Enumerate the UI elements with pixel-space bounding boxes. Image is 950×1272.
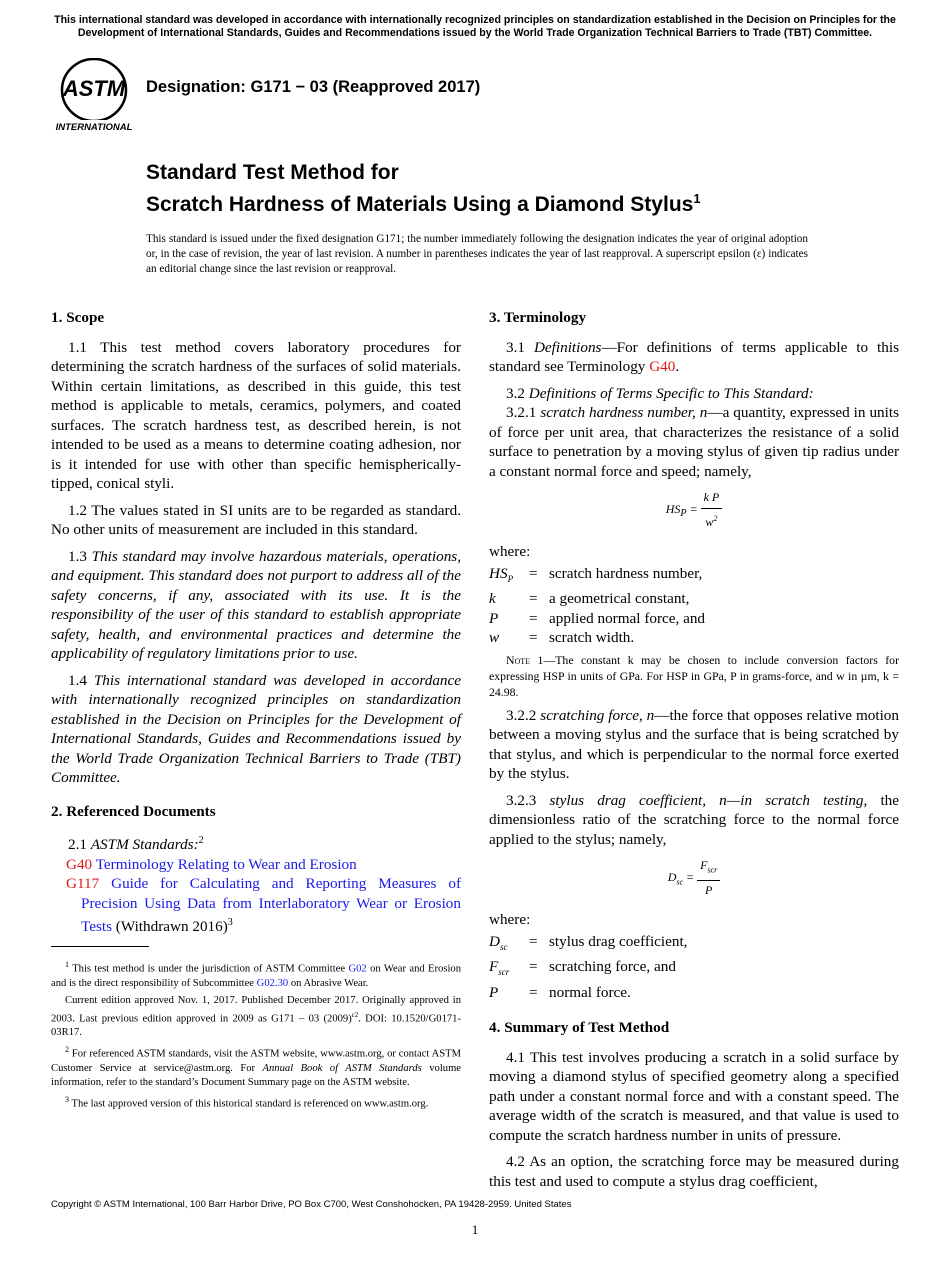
designation: Designation: G171 − 03 (Reapproved 2017)	[146, 78, 481, 96]
note-1: Note 1—The constant k may be chosen to include conversion factors for expressing HSP in units of GPa. For HSP in GPa, P in grams-force, and w in µm, k = 24.98.	[489, 652, 899, 699]
para-1-1: 1.1 This test method covers laboratory procedures for determining the scratch hardness of the surfaces of solid materials. Within certain limitations, as described in this guide, this test method is applicable to metals, ceramics, polymers, and coated surfaces. The scratch hardness test, as described herein, is not intended to be used as a means to determine coating adhesion, nor is it intended for use with other than specific hemispherically-tipped, conical styli.	[51, 338, 461, 492]
reference-g40[interactable]	[51, 855, 461, 875]
footnote-2: $^2$ For referenced ASTM standards, visit the ASTM website, www.astm.org, or contact ASTM Customer Service at service@astm.org. For Annual Book of ASTM Standards volume information, refer to the standard’s Document Summary page on the ASTM website.	[51, 1045, 462, 1088]
ref-g117-title[interactable]: Guide for Calculating and Reporting Measures of Precision Using Data from Interlaboratory Wear or Erosion Tests	[81, 875, 461, 936]
variable-row	[489, 564, 899, 590]
footnote-3: $^3$ The last approved version of this historical standard is referenced on www.astm.org.	[65, 1094, 429, 1110]
section-4-heading: 4. Summary of Test Method	[489, 1019, 670, 1037]
footnote-edition: Current edition approved Nov. 1, 2017. Published December 2017. Originally approved in 2003. Last previous edition approved in 2009 as G171 – 03 $(2009)^{\varepsilon 2}$. DOI: 10.1520/G0171-03R17.	[51, 994, 461, 1039]
svg-text:ASTM: ASTM	[62, 76, 126, 101]
para-4-1: 4.1 This test involves producing a scratch in a solid surface by moving a diamond stylus of specified geometry along a specified path under a constant normal force and with a constant speed. The average width of the scratch is measured, and that value is used to compute the scratch hardness number in units of pressure.	[489, 1048, 899, 1144]
variable-row	[489, 609, 899, 629]
variable-equals: =	[529, 609, 538, 627]
logo-caption: INTERNATIONAL	[55, 122, 133, 133]
variable-symbol: k	[489, 590, 496, 608]
variable-symbol: P	[489, 609, 499, 627]
para-3-2-1: 3.2.1 scratch hardness number, n—a quantity, expressed in units of force per unit area, that characterizes the resistance of a solid surface to penetration by a moving stylus of given tip radius under a constant normal force and speed; namely,	[489, 404, 900, 480]
para-3-2-3: 3.2.3 stylus drag coefficient, n—in scratch testing, the dimensionless ratio of the scratching force to the normal force applied to the stylus; namely,	[489, 791, 899, 848]
variable-symbol: $F_{scr}$	[489, 958, 510, 978]
variable-symbol: $D_{sc}$	[489, 932, 508, 952]
variables-list-1	[489, 564, 899, 648]
title-line-1: Standard Test Method for	[146, 161, 399, 184]
variable-row	[489, 628, 899, 648]
footnotes	[51, 958, 461, 1114]
para-3-1: 3.1 Definitions—For definitions of terms applicable to this standard see Terminology G40.	[489, 338, 899, 375]
right-column	[489, 308, 899, 1198]
ref-g40-code[interactable]: G40	[66, 855, 93, 873]
variables-list-2	[489, 932, 899, 1003]
variable-description: applied normal force, and	[549, 609, 706, 627]
variable-equals: =	[529, 932, 538, 950]
international-notice: This international standard was developed in accordance with internationally recognized principles on standardization established in the Decision on Principles for the Development of International Standards, Guides and Recommendations issued by the World Trade Organization Technical Barriers to Trade (TBT) Committee.	[54, 14, 896, 39]
equation-drag-coefficient: $D_{sc}$ = $\frac{F_{scr}}{P}$	[489, 856, 899, 900]
subcommittee-g0230-link[interactable]: G02.30	[256, 977, 289, 989]
title-line-2: Scratch Hardness of Materials Using a Diamond Stylus$^1$	[146, 191, 701, 216]
committee-g02-link[interactable]: G02	[348, 963, 367, 975]
left-column	[51, 308, 461, 937]
title-footnote-mark: 1	[693, 191, 701, 206]
reference-g117[interactable]: G117 Guide for Calculating and Reporting Measures of Precision Using Data from Interlaboratory Wear or Erosion Tests (Withdrawn 2016)$^3$	[66, 875, 461, 936]
ref-g40-title[interactable]: Terminology Relating to Wear and Erosion	[95, 855, 357, 873]
section-2-heading: 2. Referenced Documents	[51, 802, 216, 820]
variable-equals: =	[529, 590, 538, 608]
section-3-heading: 3. Terminology	[489, 309, 587, 326]
issuance-note: This standard is issued under the fixed designation G171; the number immediately following the designation indicates the year of original adoption or, in the case of revision, the year of last revision. A number in parentheses indicates the year of last reapproval. A superscript epsilon (ε) indicates an editorial change since the last revision or reapproval.	[146, 233, 808, 275]
variable-equals: =	[529, 564, 538, 582]
para-1-4: 1.4 This international standard was developed in accordance with internationally recognized principles on standardization established in the Decision on Principles for the Development of International Standards, Guides and Recommendations issued by the World Trade Organization Technical Barriers to Trade (TBT) Committee.	[51, 671, 461, 786]
para-3-2: 3.2 Definitions of Terms Specific to This Standard:	[506, 384, 814, 402]
para-1-3: 1.3 This standard may involve hazardous materials, operations, and equipment. This standard does not purport to address all of the safety concerns, if any, associated with its use. It is the responsibility of the user of this standard to establish appropriate safety, health, and environmental practices and determine the applicability of regulatory limitations prior to use.	[51, 547, 462, 662]
footnote-1: $^1$ This test method is under the jurisdiction of ASTM Committee G02 on Wear and Erosion and is the direct responsibility of Subcommittee G02.30 on Abrasive Wear.	[51, 960, 462, 989]
where-label-2: where:	[489, 911, 531, 929]
variable-row	[489, 589, 899, 609]
variable-description: stylus drag coefficient,	[549, 932, 688, 950]
variable-row	[489, 932, 899, 958]
para-3-2-2: 3.2.2 scratching force, n—the force that opposes relative motion between a moving stylus and the surface that is being scratched by that stylus, and which is perpendicular to the normal force exerted by the stylus.	[489, 706, 899, 783]
variable-equals: =	[529, 983, 538, 1001]
variable-description: scratch width.	[549, 629, 635, 647]
variable-symbol: $HS_P$	[489, 564, 514, 584]
equation-scratch-hardness: $HS_P$ = $\frac{\text{k P}}{w^2}$	[489, 488, 899, 532]
document-title	[146, 160, 701, 218]
terminology-g40-link[interactable]: G40	[649, 358, 676, 375]
para-4-2: 4.2 As an option, the scratching force may be measured during this test and used to compute a stylus drag coefficient,	[489, 1153, 899, 1190]
footnote-divider	[51, 946, 149, 947]
section-1-heading: 1. Scope	[51, 309, 105, 326]
ref-g117-code[interactable]: G117	[66, 875, 100, 893]
variable-description: scratch hardness number,	[549, 564, 703, 582]
variable-symbol: P	[489, 983, 499, 1001]
variable-equals: =	[529, 958, 538, 976]
variable-symbol: w	[489, 629, 500, 647]
astm-logo	[52, 58, 136, 134]
para-2-1: 2.1 ASTM Standards:$^2$	[68, 835, 204, 854]
variable-row	[489, 957, 899, 983]
para-1-2: 1.2 The values stated in SI units are to be regarded as standard. No other units of measurement are included in this standard.	[51, 501, 461, 538]
variable-equals: =	[529, 629, 538, 647]
copyright: Copyright © ASTM International, 100 Barr Harbor Drive, PO Box C700, West Conshohocken, PA 19428-2959. United States	[51, 1199, 572, 1210]
variable-description: a geometrical constant,	[549, 590, 690, 608]
page-number: 1	[471, 1222, 479, 1237]
variable-description: normal force.	[549, 983, 631, 1001]
where-label-1: where:	[489, 543, 531, 560]
variable-row	[489, 983, 899, 1003]
variable-description: scratching force, and	[549, 958, 676, 976]
